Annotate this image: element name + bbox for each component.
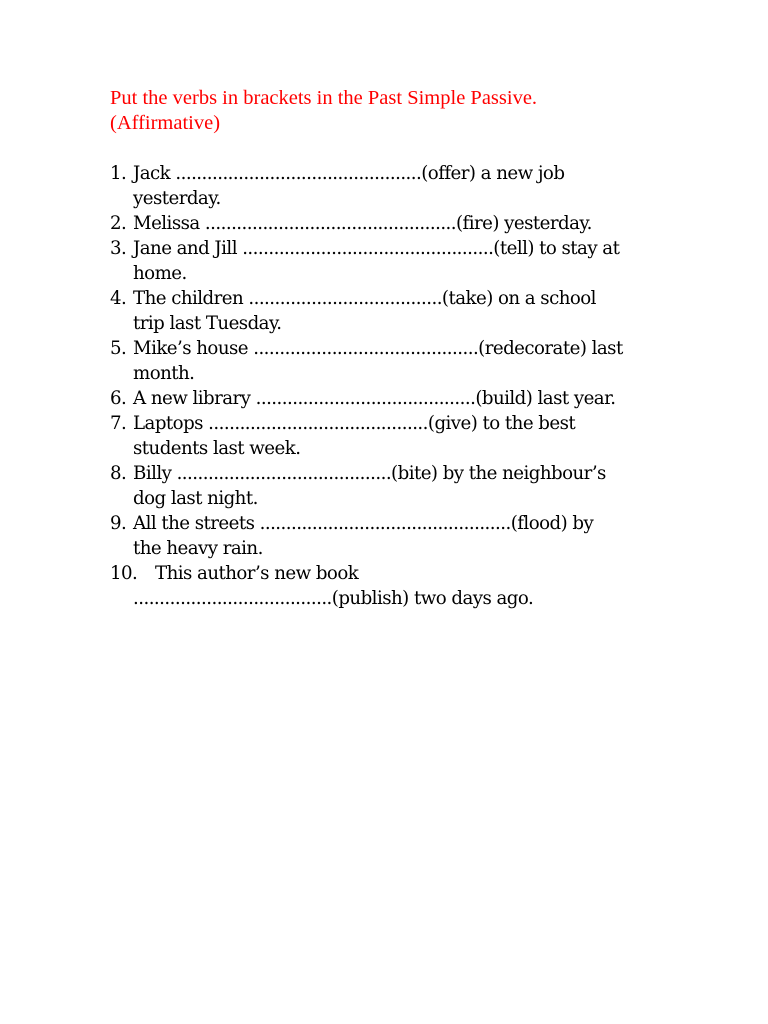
exercise-text-line: Billy .........................................(bite) by the neighbour’s bbox=[133, 463, 606, 484]
exercise-number: 3. bbox=[110, 238, 127, 259]
exercise-text-line: home. bbox=[133, 263, 187, 284]
exercise-item-2 bbox=[110, 211, 690, 236]
exercise-text-line: This author’s new book bbox=[155, 563, 359, 584]
exercise-item-7 bbox=[110, 411, 690, 461]
exercise-number: 7. bbox=[110, 413, 127, 434]
exercise-item-6 bbox=[110, 386, 690, 411]
exercise-item-5 bbox=[110, 336, 690, 386]
exercise-number: 5. bbox=[110, 338, 127, 359]
exercise-item-10 bbox=[110, 561, 690, 611]
exercise-text-line: month. bbox=[133, 363, 195, 384]
exercise-number: 9. bbox=[110, 513, 127, 534]
exercise-number: 6. bbox=[110, 388, 127, 409]
exercise-item-3 bbox=[110, 236, 690, 286]
exercise-text-line: ......................................(publish) two days ago. bbox=[133, 588, 534, 609]
exercise-item-9 bbox=[110, 511, 690, 561]
exercise-text-line: yesterday. bbox=[133, 188, 221, 209]
exercise-number: 10. bbox=[110, 563, 138, 584]
exercise-list bbox=[110, 161, 690, 611]
exercise-number: 2. bbox=[110, 213, 127, 234]
instruction-line-1: Put the verbs in brackets in the Past Simple Passive. bbox=[110, 87, 538, 109]
exercise-text-line: The children .....................................(take) on a school bbox=[133, 288, 596, 309]
exercise-number: 4. bbox=[110, 288, 127, 309]
exercise-text-line: Laptops ..........................................(give) to the best bbox=[133, 413, 576, 434]
exercise-text-line: dog last night. bbox=[133, 488, 258, 509]
instruction-line-2: (Affirmative) bbox=[110, 112, 221, 134]
exercise-text-line: Jane and Jill ................................................(tell) to stay at bbox=[133, 238, 620, 259]
instruction-heading bbox=[110, 86, 670, 136]
exercise-item-4 bbox=[110, 286, 690, 336]
exercise-text-line: the heavy rain. bbox=[133, 538, 263, 559]
exercise-item-8 bbox=[110, 461, 690, 511]
exercise-number: 8. bbox=[110, 463, 127, 484]
exercise-text-line: Mike’s house ...........................................(redecorate) last bbox=[133, 338, 623, 359]
exercise-text-line: Melissa ................................................(fire) yesterday. bbox=[133, 213, 592, 234]
exercise-number: 1. bbox=[110, 163, 127, 184]
exercise-text-line: trip last Tuesday. bbox=[133, 313, 282, 334]
exercise-item-1 bbox=[110, 161, 690, 211]
exercise-text-line: Jack ...............................................(offer) a new job bbox=[133, 163, 565, 184]
exercise-text-line: All the streets ................................................(flood) by bbox=[133, 513, 594, 534]
exercise-text-line: A new library ..........................................(build) last year. bbox=[133, 388, 616, 409]
exercise-text-line: students last week. bbox=[133, 438, 301, 459]
